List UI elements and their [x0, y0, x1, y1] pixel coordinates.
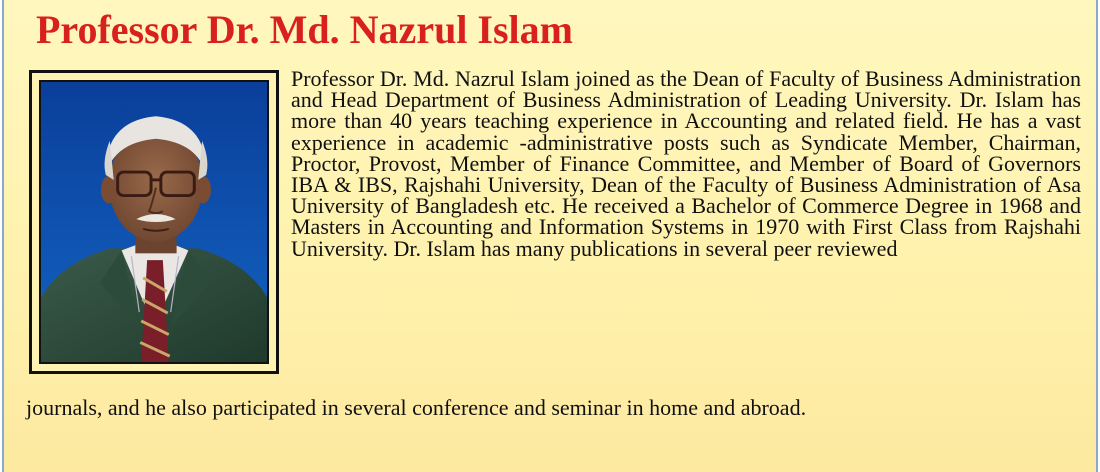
biography-text: Professor Dr. Md. Nazrul Islam joined as the Dean of Faculty of Business Administration and Head Department of Business Administration of Leading University. Dr. Islam has more than 40 years teaching experience in Accounting and related field. He has a vast experience in academic -administrative posts such as Syndicate Member, Chairman, Proctor, Provost, Member of Finance Committee, and Member of Board of Governors IBA & IBS, Rajshahi University, Dean of the Faculty of Business Administration of Asa University of Bangladesh etc. He received a Bachelor of Commerce Degree in 1968 and Masters in Accounting and Information Systems in 1970 with First Class from Rajshahi University. Dr. Islam has many publications in several peer reviewed — [291, 66, 1081, 261]
portrait-frame — [29, 70, 279, 374]
biography-text-continued: journals, and he also participated in several conference and seminar in home and abroad. — [26, 395, 807, 420]
profile-name-heading: Professor Dr. Md. Nazrul Islam — [36, 7, 573, 52]
portrait-photo — [39, 80, 269, 364]
profile-panel — [2, 0, 1098, 472]
